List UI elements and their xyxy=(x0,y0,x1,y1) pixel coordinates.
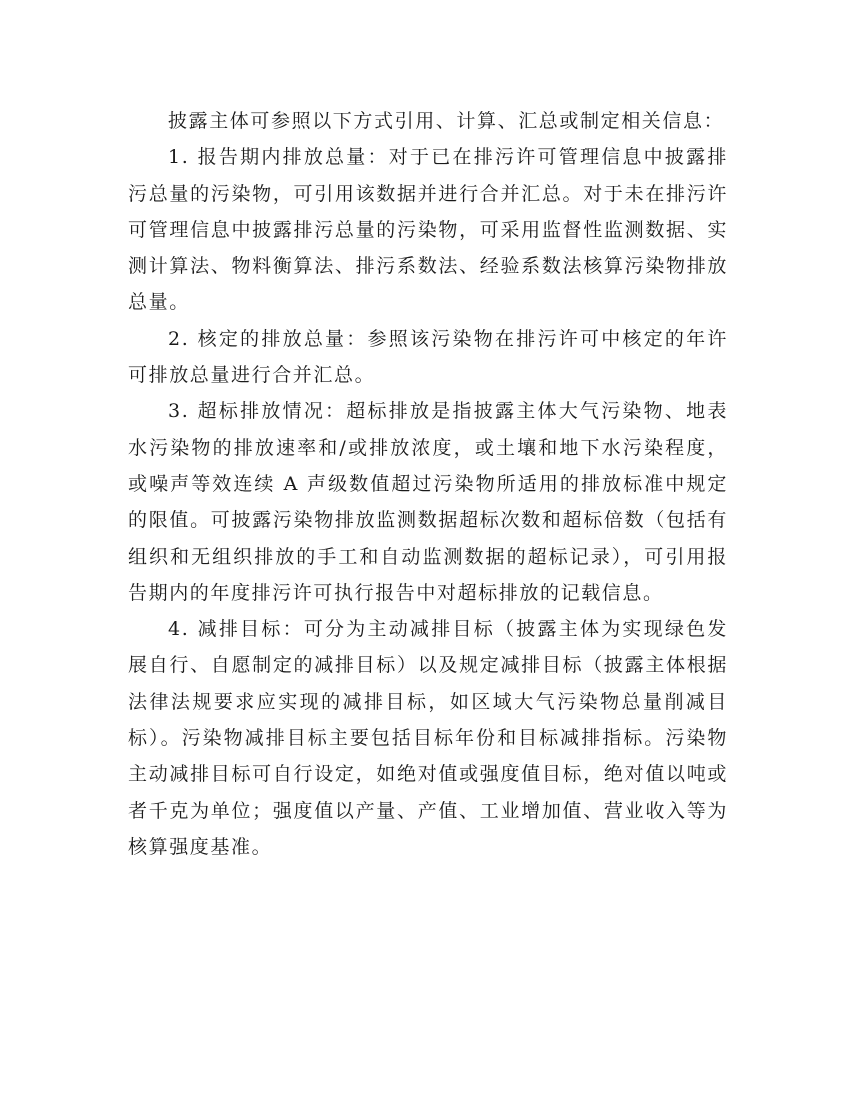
approved-emissions-paragraph: 2. 核定的排放总量：参照该污染物在排污许可中核定的年许可排放总量进行合并汇总。 xyxy=(128,327,728,387)
document-body xyxy=(128,103,728,865)
intro-paragraph: 披露主体可参照以下方式引用、计算、汇总或制定相关信息： xyxy=(168,110,725,132)
reduction-targets-paragraph: 4. 减排目标：可分为主动减排目标（披露主体为实现绿色发展自行、自愿制定的减排目标）以及规定减排目标（披露主体根据法律法规要求应实现的减排目标，如区域大气污染物总量削减目标）。污染物减排目标主要包括目标年份和目标减排指标。污染物主动减排目标可自行设定，如绝对值或强度值目标，绝对值以吨或者千克为单位；强度值以产量、产值、工业增加值、营业收入等为核算强度基准。 xyxy=(128,618,728,858)
total-emissions-paragraph: 1. 报告期内排放总量：对于已在排污许可管理信息中披露排污总量的污染物，可引用该数据并进行合并汇总。对于未在排污许可管理信息中披露排污总量的污染物，可采用监督性监测数据、实测计算法、物料衡算法、排污系数法、经验系数法核算污染物排放总量。 xyxy=(128,146,728,314)
excess-emissions-paragraph: 3. 超标排放情况：超标排放是指披露主体大气污染物、地表水污染物的排放速率和/或排放浓度，或土壤和地下水污染程度，或噪声等效连续 A 声级数值超过污染物所适用的排放标准中规定的限值。可披露污染物排放监测数据超标次数和超标倍数（包括有组织和无组织排放的手工和自动监测数据的超标记录），可引用报告期内的年度排污许可执行报告中对超标排放的记载信息。 xyxy=(128,400,728,604)
